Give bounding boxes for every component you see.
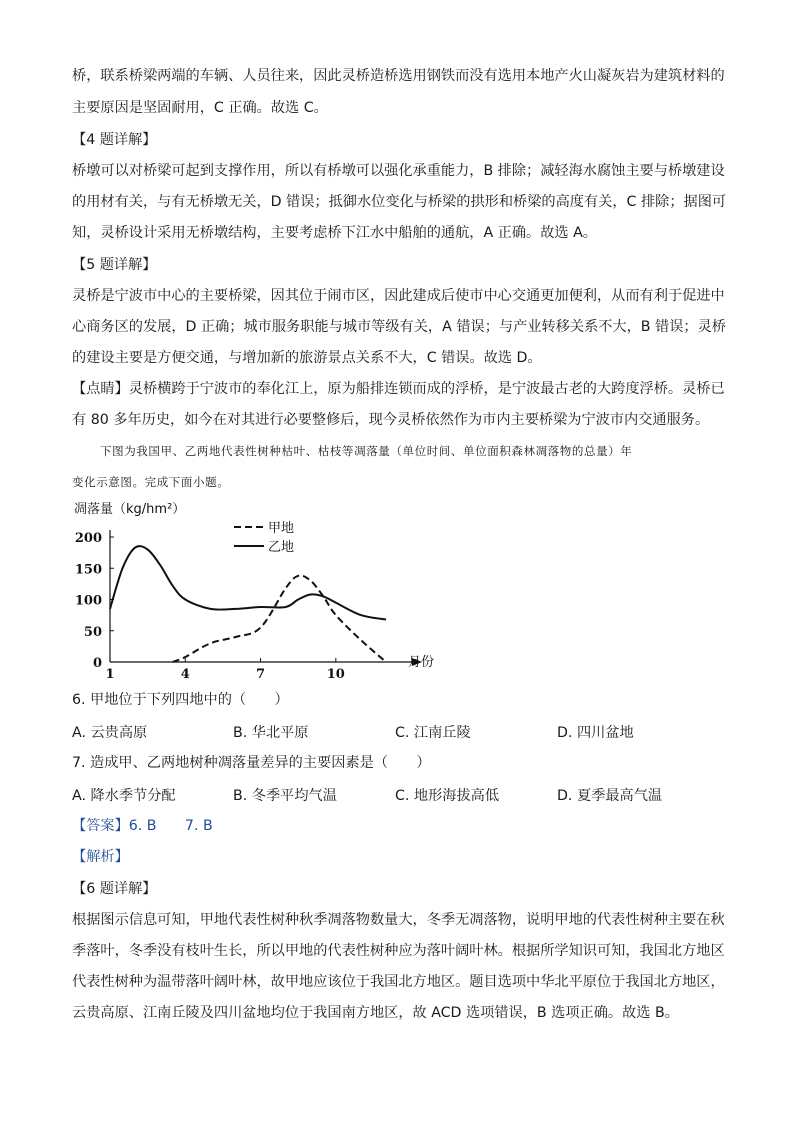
- q7-option-c[interactable]: C. 地形海拔高低: [395, 788, 500, 804]
- q4-line-2: 的用材有关，与有无桥墩无关，D 错误；抵御水位变化与桥梁的拱形和桥梁的高度有关，C 排除；据图可: [72, 194, 727, 210]
- dianjing-line-2: 有 80 多年历史，如今在对其进行必要整修后，现今灵桥依然作为市内主要桥梁为宁波市内交通服务。: [72, 412, 710, 428]
- litterfall-chart: [60, 495, 460, 685]
- q6-option-b[interactable]: B. 华北平原: [233, 725, 309, 741]
- q6-detail-line-1: 根据图示信息可知，甲地代表性树种秋季凋落物数量大，冬季无凋落物，说明甲地的代表性树种主要在秋: [72, 912, 725, 928]
- q4-line-1: 桥墩可以对桥梁可起到支撑作用，所以有桥墩可以强化承重能力，B 排除；减轻海水腐蚀主要与桥墩建设: [72, 163, 725, 179]
- chart-xlabel: 月份: [408, 655, 435, 670]
- q5-line-1: 灵桥是宁波市中心的主要桥梁，因其位于闹市区，因此建成后使市中心交通更加便利，从而有利于促进中: [72, 288, 725, 304]
- jiexi-heading: 【解析】: [72, 849, 129, 865]
- legend-yi-label: 乙地: [268, 540, 295, 555]
- answer-value: 6. B 7. B: [128, 818, 213, 834]
- q6-detail-line-2: 季落叶，冬季没有枝叶生长，所以甲地的代表性树种应为落叶阔叶林。根据所学知识可知，我国北方地区: [72, 943, 725, 959]
- answer-label: 【答案】: [72, 818, 129, 834]
- q5-line-2: 心商务区的发展，D 正确；城市服务职能与城市等级有关，A 错误；与产业转移关系不大，B 错误；灵桥: [72, 319, 726, 335]
- y-tick-label: 100: [74, 593, 102, 609]
- text-top-line-1: 桥，联系桥梁两端的车辆、人员往来，因此灵桥造桥选用钢铁而没有选用本地产火山凝灰岩为建筑材料的: [72, 68, 725, 84]
- intro-line-2: 变化示意图。完成下面小题。: [72, 475, 230, 489]
- q5-line-3: 的建设主要是方便交通，与增加新的旅游景点关系不大，C 错误。故选 D。: [72, 350, 542, 366]
- text-top-line-2: 主要原因是坚固耐用，C 正确。故选 C。: [72, 100, 328, 116]
- q7-option-b[interactable]: B. 冬季平均气温: [233, 788, 337, 804]
- y-tick-label: 200: [74, 531, 102, 546]
- series-jia-line: [173, 575, 386, 662]
- q7-question: 7. 造成甲、乙两地树种凋落量差异的主要因素是（ ）: [72, 755, 431, 771]
- dianjing-line-1: 【点睛】灵桥横跨于宁波市的奉化江上，原为船排连锁而成的浮桥，是宁波最古老的大跨度浮桥。灵桥已: [72, 381, 725, 397]
- q6-detail-line-4: 云贵高原、江南丘陵及四川盆地均位于我国南方地区，故 ACD 选项错误，B 选项正确。故选 B。: [72, 1005, 679, 1021]
- q4-heading: 【4 题详解】: [72, 132, 157, 148]
- q6-option-c[interactable]: C. 江南丘陵: [395, 725, 471, 741]
- q7-option-d[interactable]: D. 夏季最高气温: [557, 788, 663, 804]
- x-tick-label: 7: [256, 667, 266, 682]
- x-tick-label: 1: [105, 667, 115, 682]
- q7-option-a[interactable]: A. 降水季节分配: [72, 788, 176, 804]
- q6-detail-heading: 【6 题详解】: [72, 881, 157, 897]
- legend-jia-label: 甲地: [268, 521, 295, 536]
- y-tick-label: 150: [74, 562, 102, 578]
- y-tick-label: 50: [83, 624, 102, 640]
- chart-ylabel: 凋落量（kg/hm²）: [74, 502, 186, 517]
- q6-detail-line-3: 代表性树种为温带落叶阔叶林，故甲地应该位于我国北方地区。题目选项中华北平原位于我国北方地区，: [72, 974, 725, 990]
- x-tick-label: 10: [326, 667, 345, 682]
- x-tick-label: 4: [180, 667, 190, 682]
- q5-heading: 【5 题详解】: [72, 257, 157, 273]
- q6-option-d[interactable]: D. 四川盆地: [557, 725, 634, 741]
- y-tick-label: 0: [92, 656, 102, 671]
- q6-option-a[interactable]: A. 云贵高原: [72, 725, 148, 741]
- intro-line-1: 下图为我国甲、乙两地代表性树种枯叶、枯枝等凋落量（单位时间、单位面积森林凋落物的总量）年: [100, 444, 633, 458]
- q6-question: 6. 甲地位于下列四地中的（ ）: [72, 692, 289, 708]
- q4-line-3: 知，灵桥设计采用无桥墩结构，主要考虑桥下江水中船舶的通航，A 正确。故选 A。: [72, 225, 597, 241]
- series-yi-line: [110, 546, 386, 619]
- answer-row: [72, 816, 213, 836]
